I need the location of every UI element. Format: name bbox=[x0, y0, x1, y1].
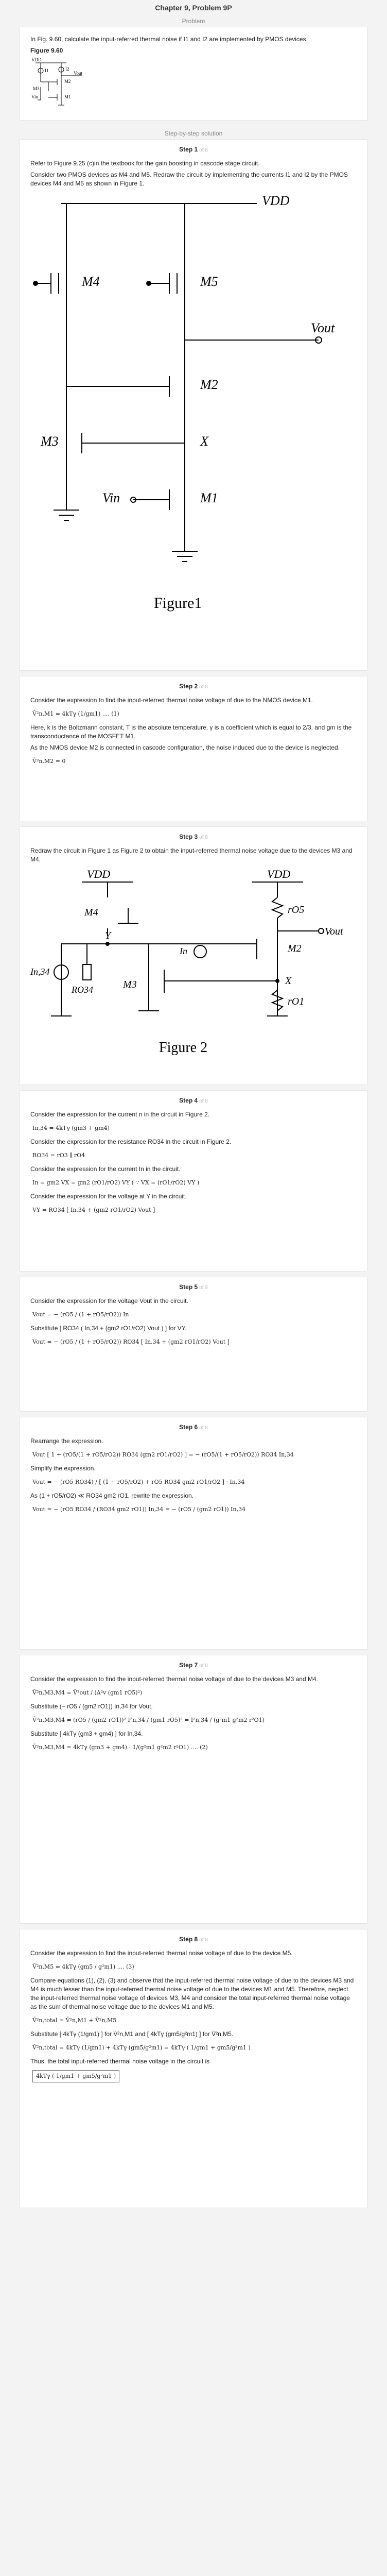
problem-section-label: Problem bbox=[182, 18, 205, 25]
figure-2-circuit bbox=[30, 867, 357, 1062]
step-1-heading bbox=[30, 146, 357, 153]
figure-1-circuit bbox=[30, 191, 357, 629]
fig1-m5: M5 bbox=[200, 274, 218, 289]
step-8-eq3: V̄²n,total = 4kTγ (1/gm1) + 4kTγ (gm5/g²m1) = 4kTγ ( 1/gm1 + gm5/g²m1 ) bbox=[32, 2044, 251, 2051]
final-answer-box: 4kTγ ( 1/gm1 + gm5/g²m1 ) bbox=[32, 2070, 119, 2082]
step-1-of: of 8 bbox=[199, 147, 208, 153]
fig960-vdd: VDD bbox=[31, 57, 42, 62]
fig2-caption: Figure 2 bbox=[159, 1040, 208, 1056]
step-1-card bbox=[20, 139, 367, 671]
problem-text: In Fig. 9.60, calculate the input-referred thermal noise if I1 and I2 are implemented by PMOS devices. bbox=[30, 36, 308, 43]
step-6-card bbox=[20, 1417, 367, 1650]
step-6-p1: Rearrange the expression. bbox=[30, 1437, 103, 1445]
fig2-vdd-right: VDD bbox=[267, 868, 291, 880]
step-5-eq1: Vout = − (rO5 / (1 + rO5/rO2)) In bbox=[32, 1311, 129, 1318]
step-8-eq1: V̄²n,M5 = 4kTγ (gm5 / g²m1) .... (3) bbox=[32, 1963, 134, 1970]
step-7-eq3: V̄²n,M3,M4 = 4kTγ (gm3 + gm4) · 1/(g²m1 g²m2 r²O1) .... (2) bbox=[32, 1744, 208, 1751]
fig960-vout: Vout bbox=[74, 71, 82, 76]
fig1-vdd: VDD bbox=[262, 193, 290, 208]
fig2-m3: M3 bbox=[123, 979, 137, 990]
step-3-p1: Redraw the circuit in Figure 1 as Figure 2 to obtain the input-referred thermal noise voltage due to the devices M3 and M4. bbox=[30, 847, 353, 863]
fig1-m2: M2 bbox=[200, 377, 218, 392]
step-7-p2: Substitute (− rO5 / (gm2 rO1)) In,34 for Vout. bbox=[30, 1703, 153, 1710]
figure-9-60 bbox=[30, 56, 97, 110]
fig2-ro34: RO34 bbox=[72, 985, 93, 995]
step-7-title: Step 7 bbox=[179, 1662, 198, 1669]
step-7-card bbox=[20, 1655, 367, 1924]
fig2-vdd-left: VDD bbox=[87, 868, 111, 880]
fig960-i2: I2 bbox=[65, 66, 69, 72]
problem-card bbox=[20, 27, 367, 121]
step-2-p1: Consider the expression to find the input-referred thermal noise voltage of due to the NMOS device M1. bbox=[30, 697, 313, 704]
step-6-p2: Simplify the expression. bbox=[30, 1465, 96, 1472]
step-1-p2: Consider two PMOS devices as M4 and M5. Redraw the circuit by implementing the currents I1 and I2 by the PMOS devices M4 and M5 as shown in Figure 1. bbox=[30, 171, 348, 187]
fig1-x: X bbox=[200, 434, 208, 449]
step-2-eq2: V̄²n,M2 = 0 bbox=[32, 758, 66, 765]
step-5-eq2: Vout = − (rO5 / (1 + rO5/rO2)) RO34 [ In,34 + (gm2 rO1/rO2) Vout ] bbox=[32, 1338, 230, 1345]
step-4-p1: Consider the expression for the current n in the circuit in Figure 2. bbox=[30, 1111, 210, 1118]
step-6-eq2: Vout = − (rO5 RO34) / [ (1 + rO5/rO2) + rO5 RO34 gm2 rO1/rO2 ] · In,34 bbox=[32, 1479, 245, 1485]
fig1-m1: M1 bbox=[200, 490, 218, 505]
step-2-p3: As the NMOS device M2 is connected in cascode configuration, the noise induced due to the device is neglected. bbox=[30, 744, 340, 751]
step-2-title: Step 2 bbox=[179, 683, 198, 690]
step-3-card bbox=[20, 826, 367, 1085]
step-8-p4: Thus, the total input-referred thermal noise voltage in the circuit is bbox=[30, 2058, 210, 2065]
fig960-m2: M2 bbox=[64, 79, 71, 84]
step-6-p3: As (1 + rO5/rO2) ≪ RO34 gm2 rO1, rewrite the expression. bbox=[30, 1492, 194, 1499]
step-7-of: of 8 bbox=[199, 1663, 208, 1669]
step-5-p1: Consider the expression for the voltage Vout in the circuit. bbox=[30, 1297, 188, 1304]
solution-section-label: Step-by-step solution bbox=[164, 130, 223, 137]
fig2-m4: M4 bbox=[84, 907, 98, 918]
fig1-vout: Vout bbox=[311, 320, 335, 335]
step-8-p2: Compare equations (1), (2), (3) and observe that the input-referred thermal noise voltage of due to the devices M3 and M4 is much lesser than the input-referred thermal noise voltage of due to the devices M1 and M5. Therefore, neglect the input-referred thermal noise voltage of devices M3, M4 and consider the total input-referred thermal noise voltage as the sum of thermal noise voltage due to the devices M1 and M5. bbox=[30, 1977, 354, 2010]
page-header: Chapter 9, Problem 9P bbox=[155, 4, 232, 12]
fig2-isrc: In,34 bbox=[30, 967, 50, 977]
step-7-heading bbox=[30, 1662, 357, 1669]
step-6-title: Step 6 bbox=[179, 1423, 198, 1431]
step-2-p2: Here, k is the Boltzmann constant, T is the absolute temperature, γ is a coefficient which is equal to 2/3, and gm is the transconductance of the MOSFET M1. bbox=[30, 724, 352, 740]
step-8-heading bbox=[30, 1936, 357, 1943]
fig2-ro1: rO1 bbox=[288, 996, 305, 1007]
step-8-card bbox=[20, 1929, 367, 2208]
step-7-eq1: V̄²n,M3,M4 = V̄²out / (A²v (gm1 rO5)²) bbox=[32, 1689, 143, 1696]
step-5-p2: Substitute [ RO34 ( In,34 + (gm2 rO1/rO2) Vout ) ] for VY. bbox=[30, 1325, 187, 1332]
step-8-p3: Substitute [ 4kTγ (1/gm1) ] for V̄²n,M1 and [ 4kTγ (gm5/g²m1) ] for V̄²n,M5. bbox=[30, 2030, 234, 2038]
fig960-m1: M1 bbox=[64, 94, 71, 99]
step-6-eq1: Vout [ 1 + (rO5/(1 + rO5/rO2)) RO34 (gm2 rO1/rO2) ] = − (rO5/(1 + rO5/rO2)) RO34 In,34 bbox=[32, 1451, 294, 1458]
fig960-i1: I1 bbox=[45, 68, 49, 73]
fig960-m3: M3 bbox=[33, 86, 40, 91]
step-1-p1: Refer to Figure 9.25 (c)in the textbook for the gain boosting in cascode stage circuit. bbox=[30, 160, 260, 167]
fig960-vin: Vin bbox=[31, 94, 38, 99]
step-3-of: of 8 bbox=[199, 835, 208, 840]
step-6-of: of 8 bbox=[199, 1425, 208, 1431]
fig2-in: In bbox=[180, 946, 187, 956]
step-2-eq1: V̄²n,M1 = 4kTγ (1/gm1) .... (1) bbox=[32, 710, 119, 717]
step-5-card bbox=[20, 1277, 367, 1412]
step-4-card bbox=[20, 1090, 367, 1272]
step-7-p3: Substitute [ 4kTγ (gm3 + gm4) ] for In,34. bbox=[30, 1730, 143, 1737]
step-2-card bbox=[20, 676, 367, 821]
fig2-ro5: rO5 bbox=[288, 904, 305, 916]
step-6-eq3: Vout = − (rO5 RO34 / (RO34 gm2 rO1)) In,34 = − (rO5 / (gm2 rO1)) In,34 bbox=[32, 1506, 246, 1513]
step-7-eq2: V̄²n,M3,M4 = (rO5 / (gm2 rO1))² I²n,34 / (gm1 rO5)² = I²n,34 / (g²m1 g²m2 r²O1) bbox=[32, 1717, 265, 1723]
step-2-of: of 8 bbox=[199, 684, 208, 690]
step-4-eq3: In = gm2 VX = gm2 (rO1/rO2) VY ( ∵ VX = (rO1/rO2) VY ) bbox=[32, 1179, 200, 1186]
step-4-of: of 8 bbox=[199, 1098, 208, 1104]
step-8-eq2: V̄²n,total = V̄²n,M1 + V̄²n,M5 bbox=[32, 2017, 117, 2024]
step-4-p2: Consider the expression for the resistance RO34 in the circuit in Figure 2. bbox=[30, 1138, 232, 1145]
step-4-p3: Consider the expression for the current In in the circuit. bbox=[30, 1165, 181, 1173]
step-4-p4: Consider the expression for the voltage at Y in the circuit. bbox=[30, 1193, 187, 1200]
fig2-m2: M2 bbox=[288, 943, 302, 954]
step-3-title: Step 3 bbox=[179, 833, 198, 840]
step-4-title: Step 4 bbox=[179, 1097, 198, 1104]
fig2-vout: Vout bbox=[325, 926, 343, 937]
step-8-title: Step 8 bbox=[179, 1936, 198, 1943]
step-5-heading bbox=[30, 1283, 357, 1291]
step-1-title: Step 1 bbox=[179, 146, 198, 153]
fig1-vin: Vin bbox=[102, 490, 120, 505]
step-5-of: of 8 bbox=[199, 1285, 208, 1291]
step-4-eq1: In,34 = 4kTγ (gm3 + gm4) bbox=[32, 1125, 110, 1131]
fig1-m3: M3 bbox=[41, 434, 59, 449]
step-6-heading bbox=[30, 1423, 357, 1431]
fig2-x: X bbox=[285, 975, 292, 987]
step-3-heading bbox=[30, 833, 357, 840]
step-8-of: of 8 bbox=[199, 1937, 208, 1943]
step-2-heading bbox=[30, 683, 357, 690]
step-4-eq2: RO34 = rO3 ∥ rO4 bbox=[32, 1152, 85, 1159]
fig2-y: Y bbox=[105, 930, 111, 941]
step-4-eq4: VY = RO34 [ In,34 + (gm2 rO1/rO2) Vout ] bbox=[32, 1207, 155, 1213]
step-5-title: Step 5 bbox=[179, 1283, 198, 1291]
problem-figure-label: Figure 9.60 bbox=[30, 47, 63, 54]
step-8-p1: Consider the expression to find the input-referred thermal noise voltage of due to the device M5. bbox=[30, 1950, 293, 1957]
fig1-m4: M4 bbox=[82, 274, 100, 289]
step-7-p1: Consider the expression to find the input-referred thermal noise voltage of due to the devices M3 and M4. bbox=[30, 1675, 318, 1683]
fig1-caption: Figure1 bbox=[154, 595, 202, 612]
step-4-heading bbox=[30, 1097, 357, 1104]
